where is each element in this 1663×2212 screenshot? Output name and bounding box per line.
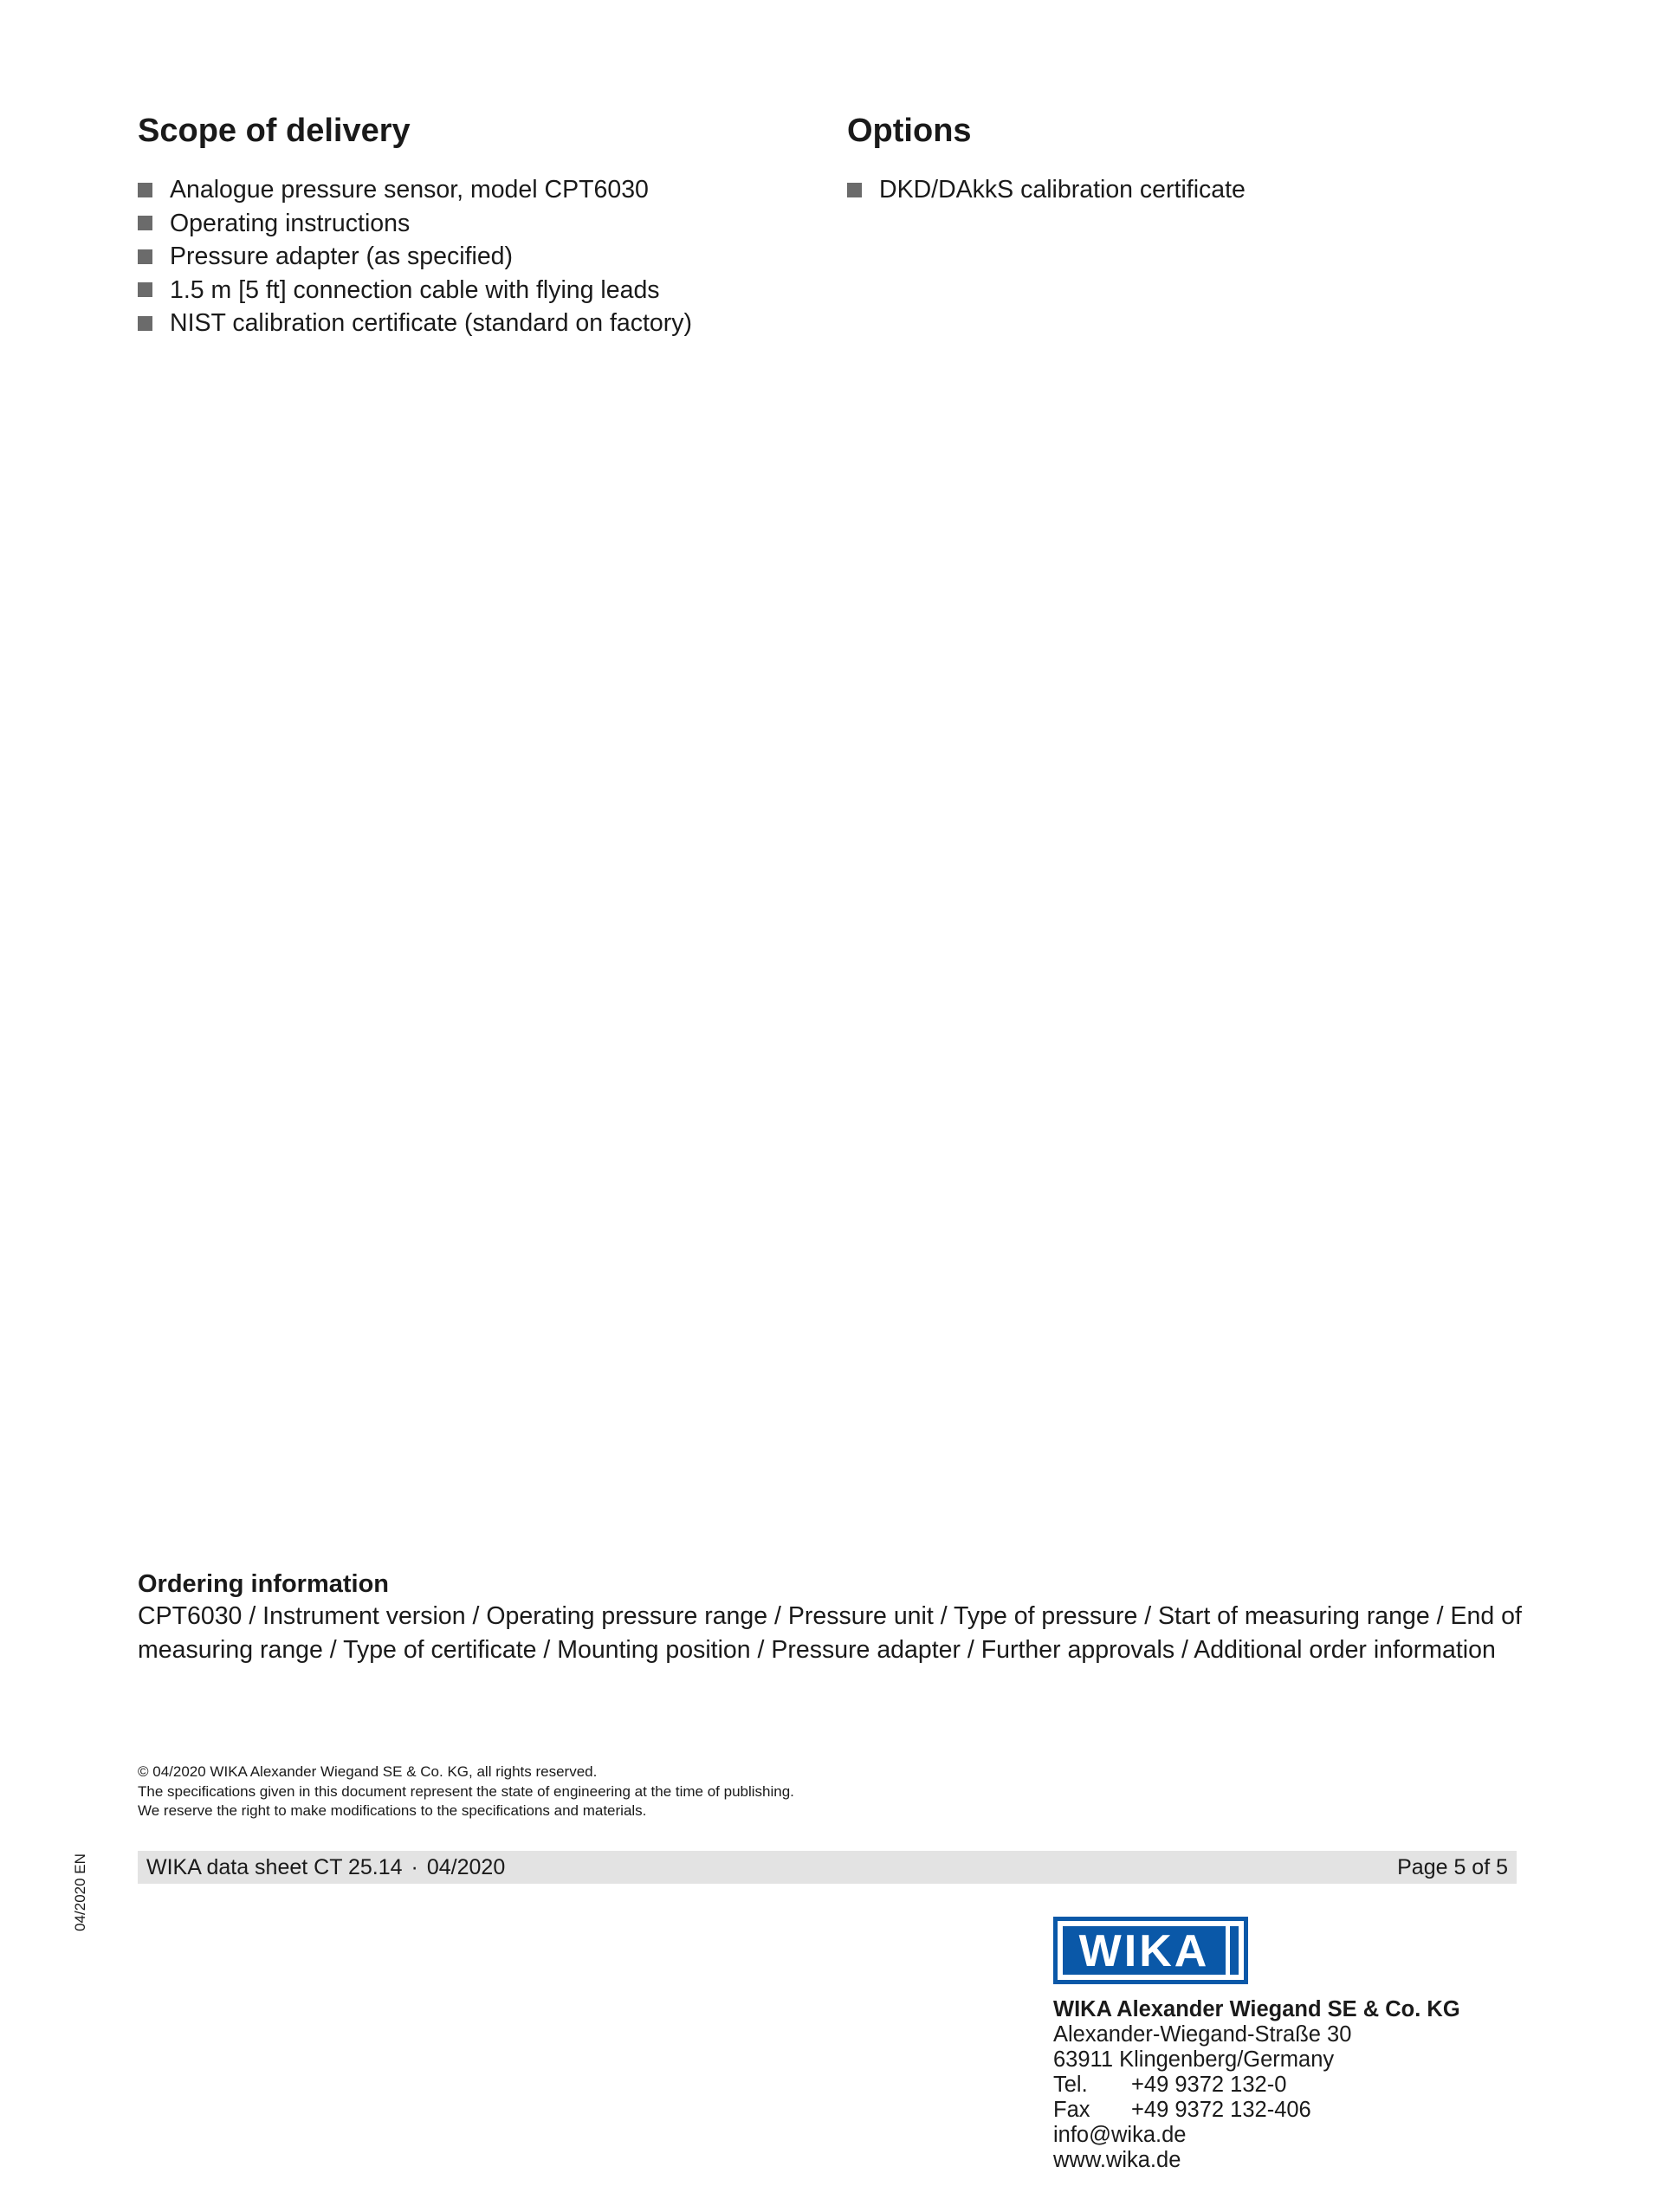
copyright-line: © 04/2020 WIKA Alexander Wiegand SE & Co. KG, all rights reserved. bbox=[138, 1763, 598, 1780]
specifications-note: The specifications given in this document represent the state of engineering at the time of publishing. bbox=[138, 1782, 794, 1800]
wika-logo-text: WIKA bbox=[1078, 1926, 1210, 1976]
modifications-note: We reserve the right to make modifications to the specifications and materials. bbox=[138, 1802, 647, 1819]
list-item-text: Pressure adapter (as specified) bbox=[170, 243, 514, 270]
copyright-notice bbox=[138, 1762, 794, 1821]
fax-label: Fax bbox=[1053, 2098, 1090, 2122]
square-bullet-icon bbox=[138, 216, 152, 230]
datasheet-id: WIKA data sheet CT 25.14 bbox=[146, 1854, 403, 1879]
list-item-text: NIST calibration certificate (standard on factory) bbox=[170, 309, 692, 337]
fax-number: +49 9372 132-406 bbox=[1131, 2098, 1311, 2122]
square-bullet-icon bbox=[138, 183, 152, 197]
ordering-information-text: CPT6030 / Instrument version / Operating pressure range / Pressure unit / Type of pressure / Start of measuring range / End of measuring range / Type of certificate / Mounting position / Pressure adapter / Further approvals / Additional order information bbox=[138, 1602, 1522, 1664]
page-number: Page 5 of 5 bbox=[1397, 1854, 1508, 1879]
square-bullet-icon bbox=[847, 183, 862, 197]
company-address bbox=[1053, 1997, 1460, 2173]
scope-of-delivery-heading: Scope of delivery bbox=[138, 113, 411, 149]
email-address[interactable]: info@wika.de bbox=[1053, 2123, 1187, 2147]
fax-row bbox=[1053, 2098, 1460, 2123]
telephone-row bbox=[1053, 2073, 1460, 2098]
list-item-text: Analogue pressure sensor, model CPT6030 bbox=[170, 176, 649, 204]
company-name: WIKA Alexander Wiegand SE & Co. KG bbox=[1053, 1997, 1460, 2021]
list-item bbox=[138, 207, 692, 241]
ordering-information-heading: Ordering information bbox=[138, 1570, 389, 1598]
datasheet-reference bbox=[146, 1855, 505, 1880]
list-item bbox=[847, 173, 1246, 207]
side-date-note: 04/2020 EN bbox=[72, 1853, 88, 1931]
square-bullet-icon bbox=[138, 316, 152, 331]
square-bullet-icon bbox=[138, 282, 152, 297]
list-item-text: 1.5 m [5 ft] connection cable with flying leads bbox=[170, 275, 660, 304]
options-heading: Options bbox=[847, 113, 972, 149]
footer-bar bbox=[138, 1851, 1517, 1884]
list-item bbox=[138, 173, 692, 207]
telephone-number: +49 9372 132-0 bbox=[1131, 2073, 1287, 2097]
website-link[interactable]: www.wika.de bbox=[1053, 2148, 1181, 2172]
list-item bbox=[138, 240, 692, 274]
street-address: Alexander-Wiegand-Straße 30 bbox=[1053, 2022, 1352, 2047]
datasheet-date: 04/2020 bbox=[426, 1854, 506, 1879]
list-item bbox=[138, 307, 692, 340]
wika-logo bbox=[1053, 1917, 1248, 1984]
city-address: 63911 Klingenberg/Germany bbox=[1053, 2047, 1335, 2072]
scope-of-delivery-list bbox=[138, 173, 692, 340]
footer-separator: · bbox=[411, 1854, 418, 1879]
list-item bbox=[138, 274, 692, 307]
list-item-text: DKD/DAkkS calibration certificate bbox=[879, 176, 1246, 204]
list-item-text: Operating instructions bbox=[170, 209, 411, 237]
options-list bbox=[847, 173, 1246, 207]
square-bullet-icon bbox=[138, 249, 152, 264]
telephone-label: Tel. bbox=[1053, 2073, 1088, 2097]
